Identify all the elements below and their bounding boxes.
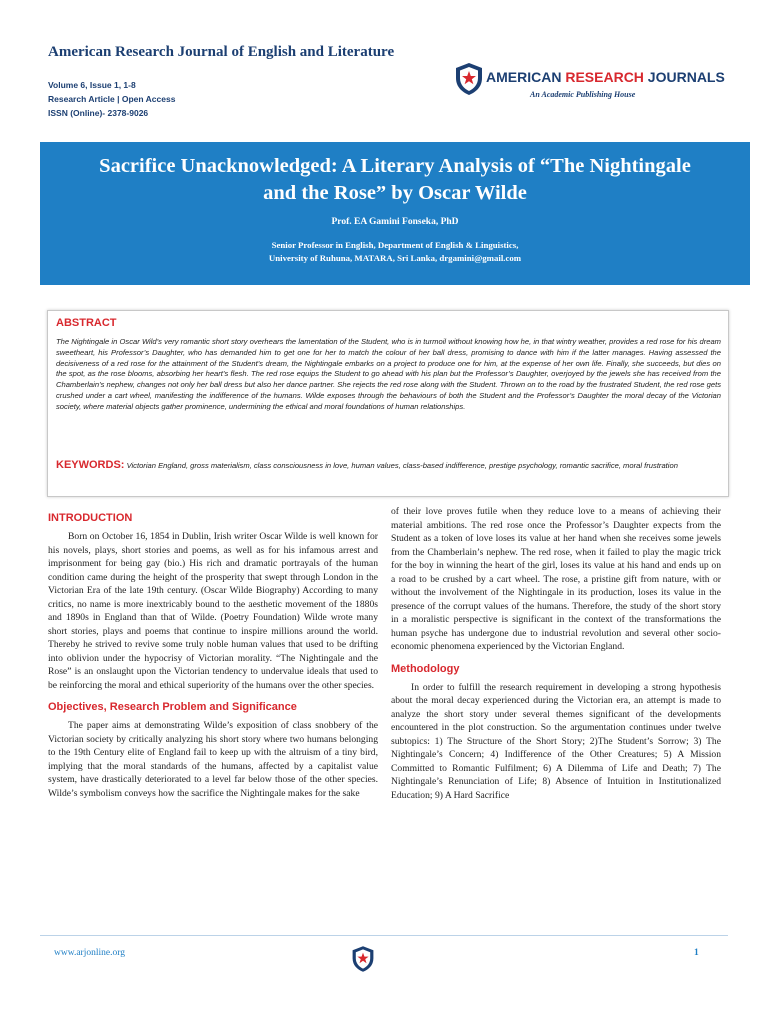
page-number: 1	[694, 948, 699, 958]
methodology-paragraph: In order to fulfill the research requirement in developing a strong hypothesis about the moral decay experienced during the Victorian era, an attempt is made to analyze the short story under several themes significant of the developments encountered in the plot construction. So the argumentation continues under twelve subtopics: 1) The Structure of the Short Story; 2)The Student’s Sorrow; 3) The Nightingale’s Concern; 4) Indifference of the Other Creatures; 5) A Mission Committed to Romantic Fulfilment; 6) A Dilemma of Life and Death; 7) The Nightingale’s Renunciation of Life; 8) Absence of Intuition in Institutionalized Education; 9) A Hard Sacrifice	[391, 681, 721, 801]
keywords-list: Victorian England, gross materialism, class consciousness in love, human values, class-based indifference, prestige psychology, romantic sacrifice, moral frustration	[124, 461, 678, 470]
abstract-box	[47, 310, 729, 497]
author-name: Prof. EA Gamini Fonseka, PhD	[331, 217, 459, 227]
keywords-label: KEYWORDS:	[56, 459, 125, 471]
right-column	[391, 505, 721, 802]
continued-paragraph: of their love proves futile when they reduce love to a means of achieving their material ambitions. The red rose once the Professor’s Daughter expects from the Student as a token of love loses its value at her hand when she receives some jewels from the Chamberlain’s nephew. The red rose, when it failed to play the magic trick for the boy in winning the heart of the girl, loses its value at his hand and ends up on a road to be crushed by a cart wheel. The rose, a pristine gift from nature, with or without the involvement of the Nightingale in its production, loses its value in the presence of the corrupt values of the humans. Therefore, the study of the short story in a moralistic perspective is significant in the context of the transformations the human psyche has undergone due to industrial revolution and several other socio-economic phenomena experienced by the Victorian England.	[391, 506, 721, 652]
section-heading-methodology: Methodology	[391, 662, 460, 675]
shield-star-icon	[454, 62, 484, 96]
shield-star-icon	[351, 945, 375, 973]
volume-line: Volume 6, Issue 1, 1-8	[48, 80, 136, 90]
footer-divider	[40, 935, 728, 936]
journal-name: American Research Journal of English and Literature	[48, 44, 395, 60]
article-meta	[48, 78, 175, 120]
logo-tagline: An Academic Publishing House	[530, 90, 636, 99]
footer-url[interactable]: www.arjonline.org	[54, 948, 125, 958]
section-heading-objectives: Objectives, Research Problem and Significance	[48, 701, 297, 713]
abstract-heading: ABSTRACT	[56, 317, 117, 329]
abstract-text: The Nightingale in Oscar Wild’s very romantic short story overhears the lamentation of the Student, who is in turmoil without knowing how he, in that wintry weather, provides a red rose for his dream sweetheart, his Professor’s Daughter, who has demanded him to get one for her to match the colour of her ball dress, promising to dance with him if the latter manages. Having assessed the decisiveness of a red rose for the attainment of the Student’s dream, the Nightingale embarks on a project to produce one for him, at the expense of her own life. Finally, she succeeds, but dies on the spot, as the rose blooms, absorbing her heart’s flesh. The red rose equips the Student to go ahead with his plan but the Professor’s Daughter, overjoyed by the jewels she has received from the Chamberlain’s nephew, changes not only her ball dress but also her dance partner. She rejects the red rose along with the Student. Thrown on to the road by the frustrated Student, the red rose gets crushed under a cart wheel, manifesting the indifference of the humans. Wilde exposes through the behaviours of both the Student and the Professor’s Daughter the moral decay of the Victorian society, where material objects gather prominence, undermining the ethical and moral foundations of human relationships.	[56, 337, 721, 411]
section-heading-introduction: INTRODUCTION	[48, 512, 133, 524]
introduction-paragraph: Born on October 16, 1854 in Dublin, Irish writer Oscar Wilde is well known for his novels, plays, short stories and poems, as well as for his infamous arrest and imprisonment for being gay (bio.) His rich and dramatic portrayals of the human condition came during the height of the prosperity that swept through London in the Victorian Era of the late 19th century. (Oscar Wilde Biography) According to many critics, no name is more inextricably bound to the aesthetic movement of the 1880s and 1890s in England than that of Wilde. (Poetry Foundation) Wilde wrote many short stories, plays and poems that continue to inspire millions around the world. Thereby he strived to revive some truly noble human values that used to be drifting into oblivion under the hypocrisy of Victorian morality. “The Nightingale and the Rose” is an onslaught upon the Victorian tendency to undervalue ideals that used to be reinforcing the moral and ethical superiority of the humans over the other species.	[48, 531, 378, 691]
objectives-paragraph: The paper aims at demonstrating Wilde’s exposition of class snobbery of the Victorian society by critically analyzing his short story where two humans belonging to the 19th Century elite of England fail to keep up with the altruism of a tiny bird, implying that the moral standards of the humans, affected by a capitalist value system, have drastically deteriorated to a level far below those of the other species. Wilde’s symbolism conveys how the sacrifice the Nightingale makes for the sake	[48, 720, 378, 799]
keywords	[56, 460, 721, 472]
left-column	[48, 510, 378, 800]
author-affiliation: Senior Professor in English, Department of English & Linguistics, University of Ruhuna, MATARA, Sri Lanka, drgamini@gmail.com	[268, 240, 522, 263]
article-type: Research Article | Open Access	[48, 94, 176, 104]
title-banner	[40, 142, 750, 285]
issn-line: ISSN (Online)- 2378-9026	[48, 108, 149, 118]
logo-wordmark: AMERICAN RESEARCH JOURNALS	[486, 69, 725, 85]
publisher-logo	[452, 58, 742, 106]
paper-title: Sacrifice Unacknowledged: A Literary Analysis of “The Nightingale and the Rose” by Oscar Wilde	[99, 155, 691, 204]
